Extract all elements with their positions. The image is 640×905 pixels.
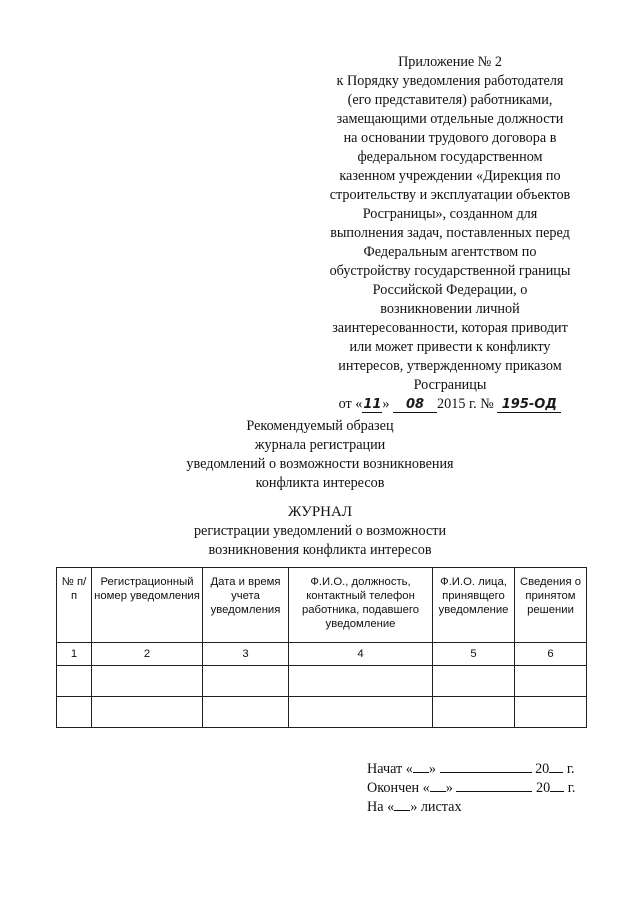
sheets-line (367, 798, 575, 817)
empty-cell (433, 666, 515, 697)
order-month: 08 (393, 397, 437, 413)
empty-cell (203, 697, 289, 728)
number-cell: 6 (515, 643, 587, 666)
appendix-line: на основании трудового договора в (343, 130, 557, 146)
number-cell: 1 (57, 643, 92, 666)
started-day-blank (413, 760, 429, 773)
appendix-line: или может привести к конфликту (349, 339, 551, 355)
empty-cell (433, 697, 515, 728)
number-cell: 4 (289, 643, 433, 666)
sample-caption (0, 417, 640, 493)
appendix-line: обустройству государственной границы (329, 263, 571, 279)
started-year-blank (549, 760, 563, 773)
sheets-suffix: » листах (410, 799, 462, 815)
empty-cell (289, 697, 433, 728)
appendix-line: возникновении личной (380, 301, 520, 317)
started-line (367, 760, 575, 779)
table-row (57, 697, 587, 728)
appendix-line: к Порядку уведомления работодателя (336, 73, 564, 89)
header-cell: Дата и время учета уведомления (203, 568, 289, 643)
appendix-line: интересов, утвержденному приказом (338, 358, 562, 374)
header-cell: Ф.И.О. лица, принявщего уведомление (433, 568, 515, 643)
appendix-line: Росграницы», созданном для (362, 206, 538, 222)
empty-cell (57, 666, 92, 697)
registration-table (56, 567, 587, 728)
number-cell: 5 (433, 643, 515, 666)
header-cell: № п/п (57, 568, 92, 643)
ended-line (367, 779, 575, 798)
number-cell: 2 (92, 643, 203, 666)
journal-subtitle: возникновения конфликта интересов (208, 542, 432, 558)
sheets-label: На « (367, 799, 395, 815)
header-cell: Ф.И.О., должность, контактный телефон работника, подавшего уведомление (289, 568, 433, 643)
started-year: 20 (535, 761, 550, 777)
appendix-line: казенном учреждении «Дирекция по (339, 168, 561, 184)
empty-cell (92, 666, 203, 697)
appendix-line: (его представителя) работниками, (347, 92, 553, 108)
ended-label: Окончен « (367, 780, 430, 796)
order-reference (300, 395, 600, 414)
sheets-blank (394, 798, 410, 811)
sample-line: Рекомендуемый образец (246, 418, 394, 434)
started-mid: » (428, 761, 436, 777)
appendix-line: строительству и эксплуатации объектов (329, 187, 571, 203)
journal-subtitle: регистрации уведомлений о возможности (193, 523, 447, 539)
table-number-row (57, 643, 587, 666)
order-mid: » (382, 396, 390, 412)
sample-line: конфликта интересов (255, 475, 385, 491)
started-label: Начат « (367, 761, 413, 777)
header-cell: Регистрационный номер уведомления (92, 568, 203, 643)
appendix-line: федеральном государственном (357, 149, 543, 165)
order-day: 11 (363, 397, 382, 412)
started-month-blank (440, 760, 532, 773)
empty-cell (203, 666, 289, 697)
empty-cell (515, 697, 587, 728)
header-cell: Сведения о принятом решении (515, 568, 587, 643)
number-cell: 3 (203, 643, 289, 666)
appendix-line: Федеральным агентством по (363, 244, 537, 260)
appendix-line: Приложение № 2 (398, 54, 502, 70)
appendix-line: Российской Федерации, о (372, 282, 528, 298)
empty-cell (515, 666, 587, 697)
table-row (57, 666, 587, 697)
empty-cell (92, 697, 203, 728)
order-year: 2015 г. № (437, 396, 494, 412)
journal-heading (0, 503, 640, 560)
table-header-row (57, 568, 587, 643)
journal-footer (367, 760, 575, 817)
order-prefix: от « (338, 396, 363, 412)
started-suffix: г. (566, 761, 575, 777)
journal-title: ЖУРНАЛ (287, 504, 353, 520)
sample-line: журнала регистрации (254, 437, 386, 453)
ended-year: 20 (535, 780, 551, 796)
ended-mid: » (445, 780, 453, 796)
appendix-line: Росграницы (413, 377, 487, 393)
ended-month-blank (456, 779, 532, 792)
appendix-line: выполнения задач, поставленных перед (330, 225, 570, 241)
appendix-line: замещающими отдельные должности (336, 111, 564, 127)
appendix-header (300, 53, 600, 414)
empty-cell (289, 666, 433, 697)
ended-suffix: г. (567, 780, 576, 796)
ended-day-blank (430, 779, 446, 792)
empty-cell (57, 697, 92, 728)
sample-line: уведомлений о возможности возникновения (186, 456, 454, 472)
appendix-line: заинтересованности, которая приводит (332, 320, 568, 336)
order-number: 195-ОД (497, 397, 561, 413)
ended-year-blank (550, 779, 564, 792)
